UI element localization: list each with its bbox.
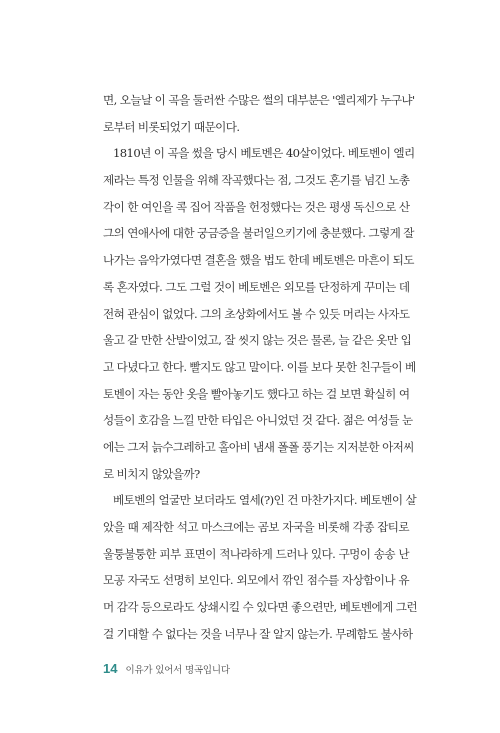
text-line: 나가는 음악가였다면 결혼을 했을 법도 한데 베토벤은 마흔이 되도: [103, 253, 414, 268]
text-line: 각이 한 여인을 콕 집어 작품을 헌정했다는 것은 평생 독신으로 산: [103, 199, 410, 214]
text-line: 성들이 호감을 느낄 만한 타입은 아니었던 것 같다. 젊은 여성들 눈: [103, 413, 413, 428]
text-line: 베토벤의 얼굴만 보더라도 열세(?)인 건 마찬가지다. 베토벤이 살: [113, 493, 417, 508]
text-line: 울퉁불퉁한 피부 표면이 적나라하게 드러나 있다. 구멍이 송송 난: [103, 546, 409, 561]
page-number: 14: [103, 661, 118, 676]
text-line: 토벤이 자는 동안 옷을 빨아놓기도 했다고 하는 걸 보면 확실히 여: [103, 386, 410, 401]
text-line: 로부터 비롯되었기 때문이다.: [103, 119, 240, 134]
body-text: [103, 87, 417, 647]
text-line: 울고 갈 만한 산발이었고, 잘 씻지 않는 것은 물론, 늘 같은 옷만 입: [103, 333, 412, 348]
text-line: 고 다녔다고 한다. 빨지도 않고 말이다. 이를 보다 못한 친구들이 베: [103, 359, 416, 374]
text-line: 로 비치지 않았을까?: [103, 466, 200, 481]
text-line: 머 감각 등으로라도 상쇄시킬 수 있다면 좋으련만, 베토벤에게 그런: [103, 600, 417, 615]
text-line: 았을 때 제작한 석고 마스크에는 곰보 자국을 비롯해 각종 잡티로: [103, 520, 409, 534]
text-line: 에는 그저 늙수그레하고 홀아비 냄새 폴폴 풍기는 지저분한 아저씨: [103, 439, 414, 454]
text-line: 그의 연애사에 대한 궁금증을 불러일으키기에 충분했다. 그렇게 잘: [103, 226, 414, 241]
text-line: 걸 기대할 수 없다는 것을 너무나 잘 알지 않는가. 무례함도 불사하: [103, 626, 413, 641]
page-footer: [103, 661, 230, 676]
text-line: 록 혼자였다. 그도 그럴 것이 베토벤은 외모를 단정하게 꾸미는 데: [103, 279, 410, 294]
text-line: 면, 오늘날 이 곡을 둘러싼 수많은 썰의 대부분은 '엘리제가 누구냐': [103, 93, 415, 107]
text-line: 1810년 이 곡을 썼을 당시 베토벤은 40살이었다. 베토벤이 엘리: [113, 146, 415, 161]
text-line: 전혀 관심이 없었다. 그의 초상화에서도 볼 수 있듯 머리는 사자도: [103, 306, 410, 321]
text-line: 모공 자국도 선명히 보인다. 외모에서 깎인 점수를 자상함이나 유: [103, 573, 409, 588]
text-line: 제라는 특정 인물을 위해 작곡했다는 점, 그것도 혼기를 넘긴 노총: [103, 173, 410, 188]
book-title: 이유가 있어서 명곡입니다: [125, 665, 230, 676]
